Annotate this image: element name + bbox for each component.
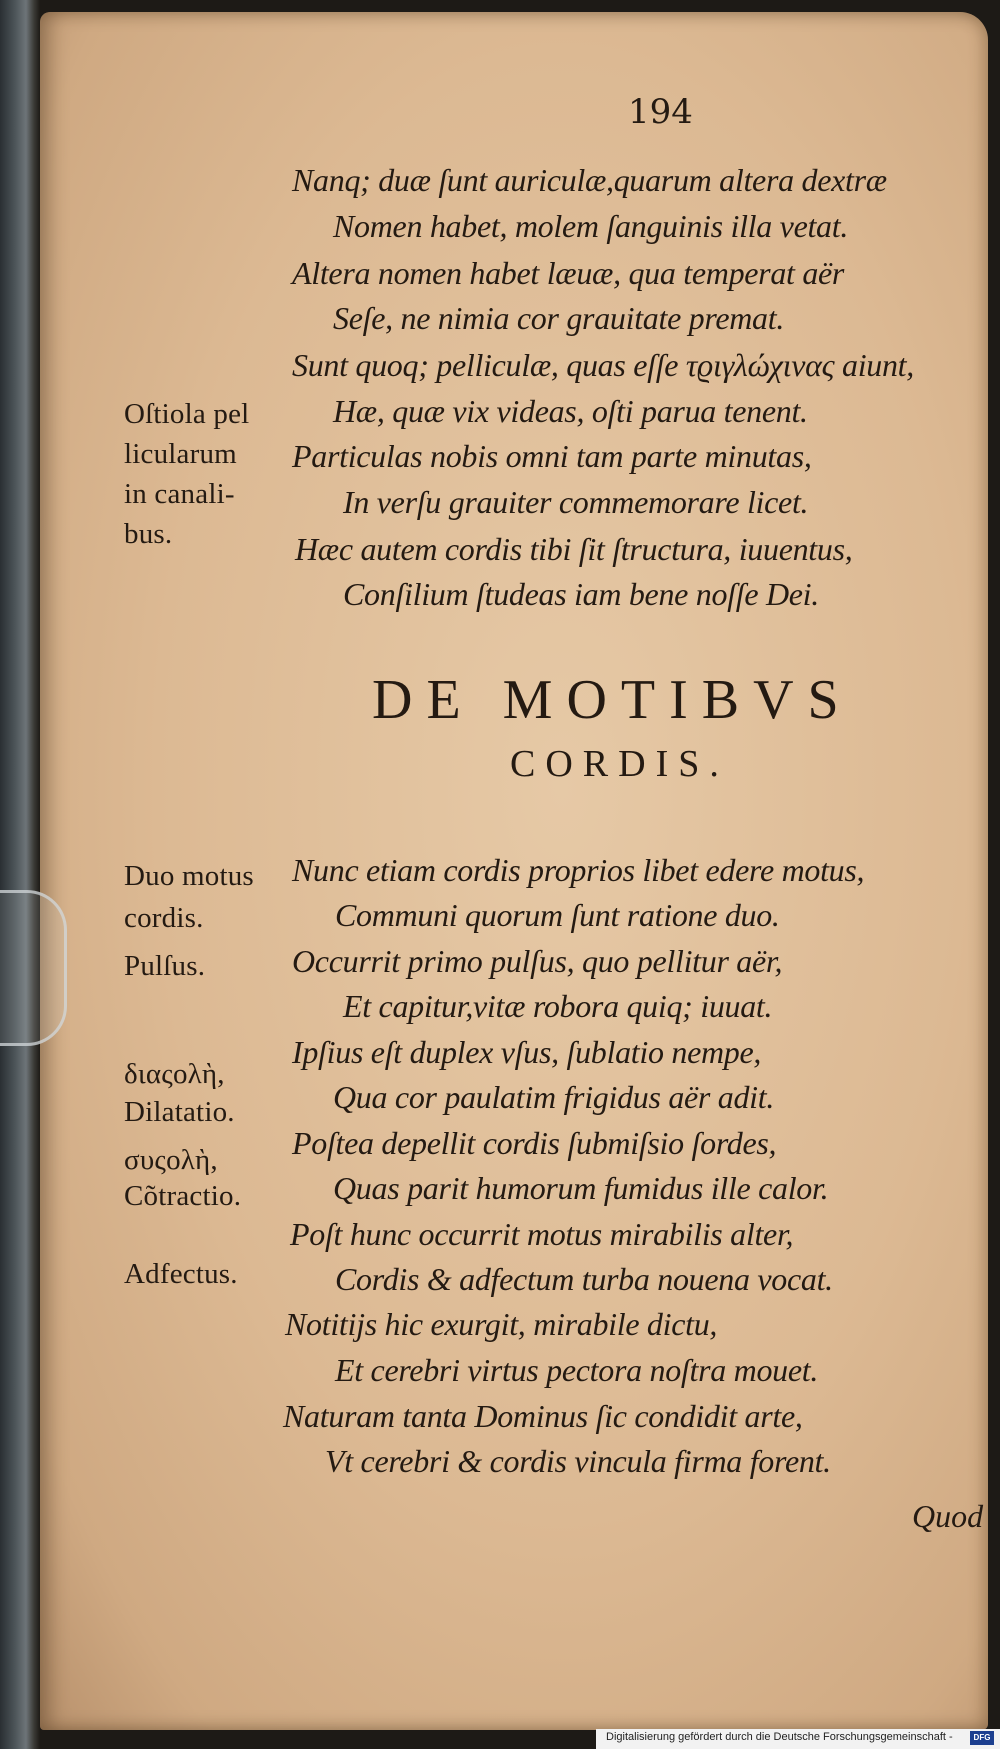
- verse-line: Altera nomen habet læuæ, qua temperat aër: [292, 255, 845, 291]
- page-clip: [0, 890, 67, 1046]
- verse-line: Hæ, quæ vix videas, oſti parua tenent.: [333, 393, 808, 429]
- dfg-logo: DFG: [970, 1731, 994, 1745]
- margin-note: συςολὴ,: [124, 1144, 218, 1176]
- verse-line: Nunc etiam cordis proprios libet edere motus,: [292, 852, 865, 888]
- verse-line: Naturam tanta Dominus ſic condidit arte,: [283, 1398, 803, 1434]
- verse-line: Nanq; duæ ſunt auriculæ,quarum altera dextræ: [292, 162, 887, 198]
- verse-line: Particulas nobis omni tam parte minutas,: [292, 438, 812, 474]
- verse-line: Seſe, ne nimia cor grauitate premat.: [333, 300, 785, 336]
- verse-line: Et cerebri virtus pectora noſtra mouet.: [335, 1352, 819, 1388]
- verse-line: Nomen habet, molem ſanguinis illa vetat.: [333, 208, 849, 244]
- margin-note: licularum: [124, 438, 237, 470]
- digitization-credit: Digitalisierung gefördert durch die Deutsche Forschungsgemeinschaft -: [606, 1731, 953, 1743]
- margin-note: Dilatatio.: [124, 1096, 235, 1128]
- verse-line: In verſu grauiter commemorare licet.: [343, 484, 809, 520]
- verse-line: Poſt hunc occurrit motus mirabilis alter,: [290, 1216, 794, 1252]
- margin-note: bus.: [124, 518, 173, 550]
- verse-line: Communi quorum ſunt ratione duo.: [335, 897, 780, 933]
- verse-line: Occurrit primo pulſus, quo pellitur aër,: [292, 943, 783, 979]
- verse-line: Conſilium ſtudeas iam bene noſſe Dei.: [343, 576, 819, 612]
- margin-note: Cõtractio.: [124, 1180, 242, 1212]
- margin-note: Adfectus.: [124, 1258, 238, 1290]
- margin-note: διαςολὴ,: [124, 1058, 225, 1090]
- margin-note: cordis.: [124, 902, 204, 934]
- verse-line: Ipſius eſt duplex vſus, ſublatio nempe,: [292, 1034, 762, 1070]
- margin-note: Duo motus: [124, 860, 254, 892]
- section-subheading: CORDIS.: [510, 743, 729, 785]
- catchword: Quod: [912, 1498, 984, 1534]
- margin-note: in canali-: [124, 478, 235, 510]
- margin-note: Pulſus.: [124, 950, 206, 982]
- verse-line: Cordis & adfectum turba nouena vocat.: [335, 1261, 833, 1297]
- verse-line: Et capitur,vitæ robora quiq; iuuat.: [343, 988, 773, 1024]
- verse-line: Vt cerebri & cordis vincula firma forent.: [325, 1443, 831, 1479]
- verse-line: Hæc autem cordis tibi ſit ſtructura, iuuentus,: [295, 531, 853, 567]
- margin-note: Oſtiola pel: [124, 398, 250, 430]
- verse-line: Quas parit humorum fumidus ille calor.: [333, 1170, 829, 1206]
- verse-line: Qua cor paulatim frigidus aër adit.: [333, 1079, 775, 1115]
- section-heading: DE MOTIBVS: [372, 669, 853, 731]
- verse-line: Sunt quoq; pelliculæ, quas eſſe τϱιγλώχινας aiunt,: [292, 347, 914, 383]
- verse-line: Notitijs hic exurgit, mirabile dictu,: [285, 1306, 718, 1342]
- page-number: 194: [628, 92, 693, 132]
- verse-line: Poſtea depellit cordis ſubmiſsio ſordes,: [292, 1125, 777, 1161]
